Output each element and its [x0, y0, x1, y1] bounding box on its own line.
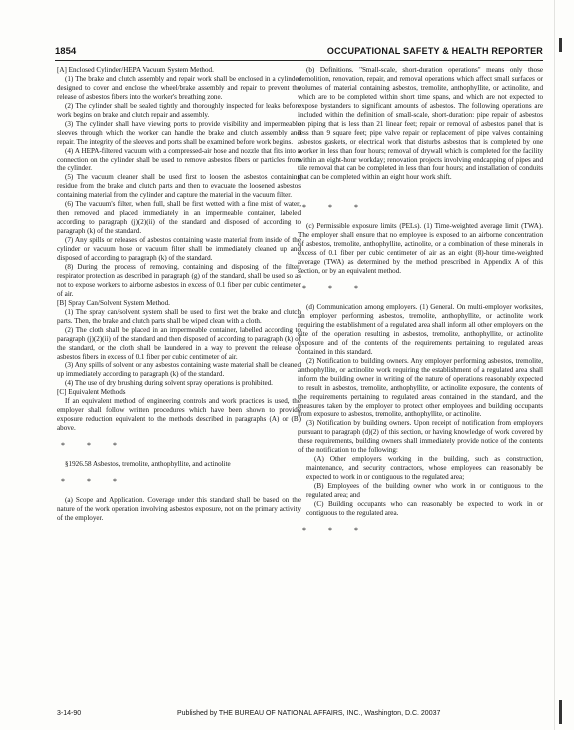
paragraph: (7) Any spills or releases of asbestos containing waste material from inside of the cylinder or vacuum hose or vacuum filter shall be immediately cleaned up and disposed of according to paragraph (k) of the standard. [57, 236, 301, 263]
section-break-stars: * * * [302, 203, 368, 213]
right-column [298, 66, 543, 545]
paragraph: (8) During the process of removing, containing and disposing of the filter, respirator protection as described in paragraph (g) of the standard, shall be used so as not to expose workers to airborne asbestos in excess of 0.1 fiber per cubic centimeter of air. [57, 262, 301, 298]
footer-publisher: Published by THE BUREAU OF NATIONAL AFFAIRS, INC., Washington, D.C. 20037 [177, 710, 441, 717]
paragraph: (B) Employees of the building owner who work in or contiguous to the regulated area; and [306, 482, 543, 500]
paragraph: (C) Building occupants who can reasonably be expected to work in or contiguous to the regulated area. [306, 499, 543, 517]
paragraph: (1) The spray can/solvent system shall be used to first wet the brake and clutch parts. Then, the brake and clutch parts shall be wiped clean with a cloth. [57, 307, 301, 325]
left-column [57, 66, 301, 523]
paragraph: (A) Other employers working in the building, such as construction, maintenance, and security contractors, whose employees can reasonably be expected to work in or contiguous to the regulated area; [306, 455, 543, 482]
paragraph: [A] Enclosed Cylinder/HEPA Vacuum System Method. [57, 66, 214, 74]
paragraph: (1) The brake and clutch assembly and repair work shall be enclosed in a cylinder designed to cover and enclose the wheel/brake assembly and repair to prevent the release of asbestos fibers into the worker's breathing zone. [57, 74, 301, 101]
paragraph: (6) The vacuum's filter, when full, shall be first wetted with a fine mist of water, then removed and placed immediately in an impermeable container, labeled according to paragraph (j)(2)(ii) of the standard and disposed of according to paragraph (k) of the standard. [57, 200, 301, 236]
header-rule [55, 60, 543, 61]
section-break-stars: * * * [302, 525, 368, 535]
paragraph: (d) Communication among employers. (1) General. On multi-employer worksites, an employer performing asbestos, tremolite, anthophyllite, or actinolite work requiring the establishment of a regulated area shall inform all other employers on the site of the operation resulting in asbestos, tremolite, anthophyllite, or actinolite exposure and of the contents of the requirements pertaining to regulated areas contained in this standard. [298, 303, 543, 356]
paragraph: (2) The cloth shall be placed in an impermeable container, labelled according to paragraph (j)(2)(ii) of the standard and then disposed of according to paragraph (k) of the standard, or the cloth shall be laundered in a way to prevent the release of asbestos fibers in excess of 0.1 fiber per cubic centimeter of air. [57, 325, 301, 361]
paragraph: (5) The vacuum cleaner shall be used first to loosen the asbestos containing residue from the brake and clutch parts and then to evacuate the loosened asbestos containing material from the cylinder and capture the material in the vacuum filter. [57, 173, 301, 200]
pel-paragraph: (c) Permissible exposure limits (PELs). (1) Time-weighted average limit (TWA). The employer shall ensure that no employee is exposed to an airborne concentration of asbestos, tremolite, anthophyllite, actinolite, or a combination of these minerals in excess of 0.1 fiber per cubic centimeter of air as an eight (8)-hour time-weighted average (TWA) as determined by the method prescribed in Appendix A of this section, or by an equivalent method. [298, 222, 543, 276]
paragraph: (3) Notification by building owners. Upon receipt of notification from employers pursuant to paragraph (d)(2) of this section, or having knowledge of work covered by these requirements, building owners shall immediately provide notice of the contents of the notification to the following: [298, 419, 543, 455]
paragraph: [B] Spray Can/Solvent System Method. [57, 298, 170, 307]
paragraph: (2) Notification to building owners. Any employer performing asbestos, tremolite, anthophyllite, or actinolite work requiring the establishment of a regulated area shall inform the building owner in writing of the nature of operations reasonably expected to result in asbestos, tremolite, anthophyllite, or actinolite exposure, the contents of the requirements pertaining to regulated areas contained in the standard, and the measures taken by the employer to protect other employees and building occupants from exposure to asbestos, tremolite, anthophyllite, or actinolite. [298, 356, 543, 419]
paragraph: (a) Scope and Application. Coverage under this standard shall be based on the nature of the work operation involving asbestos exposure, not on the primary activity of the employer. [57, 495, 301, 522]
definitions-paragraph: (b) Definitions. "Small-scale, short-duration operations" means only those demolition, renovation, repair, and removal operations which affect small surfaces or volumes of material containing asbestos, tremolite, anthophyllite, or actinolite, and which are to be completed within short time spans, and which are not expected to expose bystanders to significant amounts of asbestos. The following operations are included within the definition of small-scale, short-duration: pipe repair of asbestos on piping that is less than 21 linear feet; repair or removal of asbestos panel that is less than 9 square feet; pipe valve repair or replacement of pipe valves containing asbestos gaskets, or electrical work that disturbs asbestos that is completed by one worker in less than four hours; removal of drywall which is completed for the facility within an eight-hour workday; renovation projects involving endcapping of pipes and tile removal that can be completed in less than four hours; and installation of conduits that can be completed within an eight hour work shift. [298, 66, 543, 182]
section-break-stars: * * * [61, 476, 127, 486]
paragraph: (3) Any spills of solvent or any asbestos containing waste material shall be cleaned up immediately according to paragraph (k) of the standard. [57, 361, 301, 379]
paragraph: (4) The use of dry brushing during solvent spray operations is prohibited. [65, 379, 273, 388]
paragraph: [C] Equivalent Methods [57, 388, 126, 397]
scan-edge-mark [559, 38, 562, 52]
paragraph: (3) The cylinder shall have viewing ports to provide visibility and impermeable sleeves through which the worker can handle the brake and clutch assembly and repair. The integrity of the sleeves and ports shall be examined before work begins. [57, 119, 301, 146]
footer-date: 3-14-90 [57, 710, 82, 717]
section-break-stars: * * * [302, 284, 368, 294]
publication-title: OCCUPATIONAL SAFETY & HEALTH REPORTER [326, 46, 543, 56]
scan-shadow-line [554, 0, 555, 730]
paragraph: If an equivalent method of engineering controls and work practices is used, the employer shall follow written procedures which have been shown to provide exposure reduction equivalent to the methods described in paragraphs (A) or (B) above. [57, 397, 301, 433]
page-number: 1854 [55, 46, 77, 57]
scan-edge-mark [559, 700, 562, 724]
paragraph: (4) A HEPA-filtered vacuum with a compressed-air hose and nozzle that fits into a connection on the cylinder shall be used to remove asbestos fibers or particles from the cylinder. [57, 146, 301, 173]
section-title: §1926.58 Asbestos, tremolite, anthophyllite, and actinolite [65, 460, 231, 469]
paragraph: (2) The cylinder shall be sealed tightly and thoroughly inspected for leaks before work begins on brake and clutch repair and assembly. [57, 101, 301, 119]
section-break-stars: * * * [61, 441, 127, 451]
